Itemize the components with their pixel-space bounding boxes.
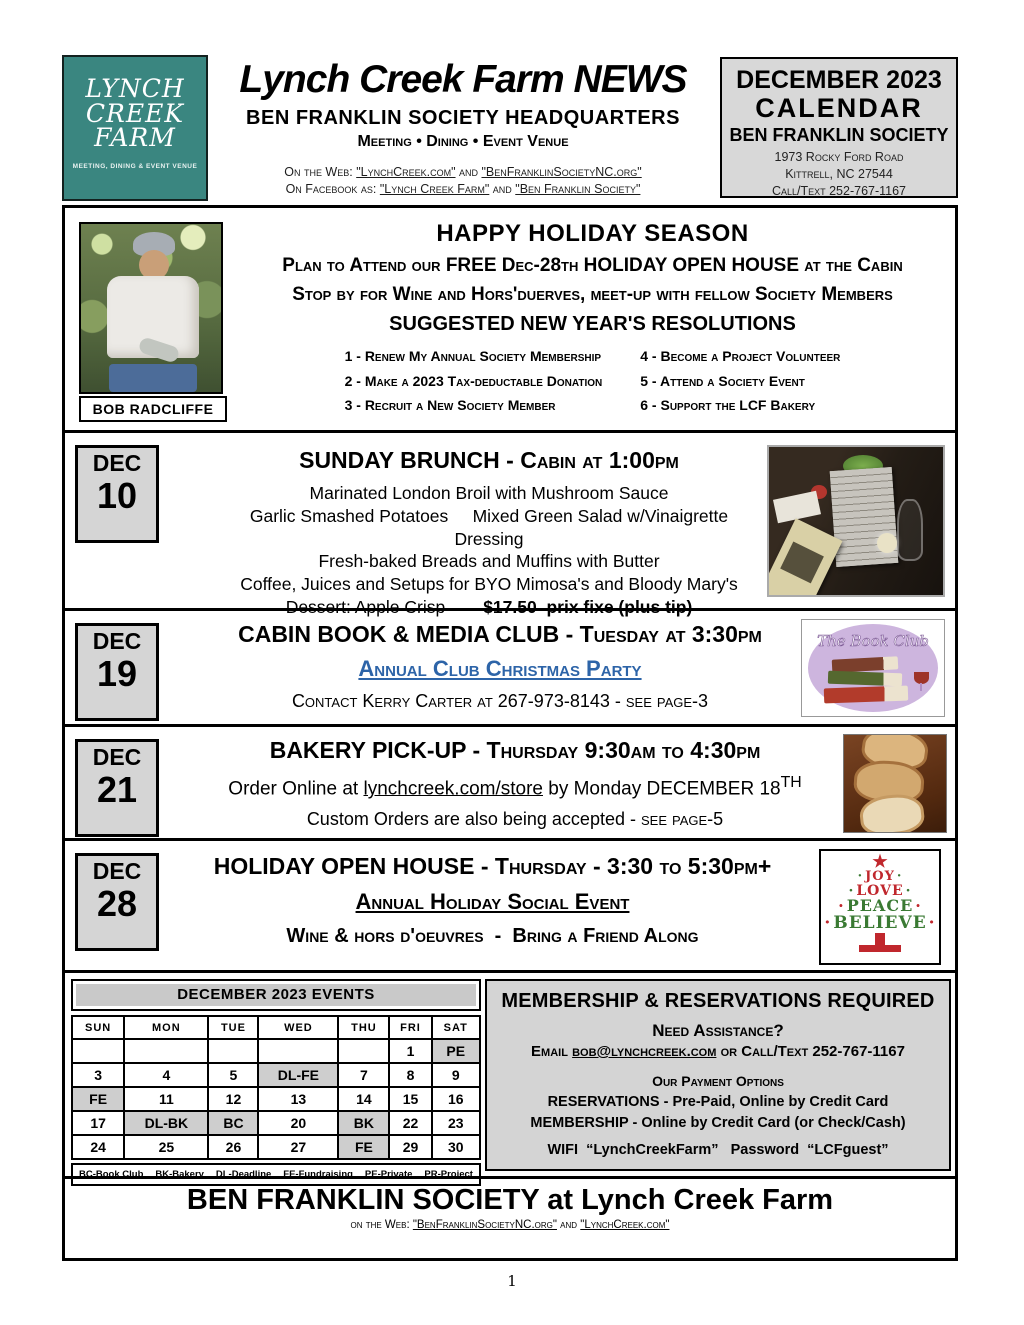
- email-link[interactable]: bob@lynchcreek.com: [572, 1043, 717, 1060]
- legend-fundraising: FE-Fundraising: [283, 1169, 353, 1180]
- calendar-week-row: [72, 1135, 480, 1159]
- day-header-fri: FRI: [389, 1016, 431, 1039]
- price-label: $17.50 prix fixe (plus tip): [483, 596, 693, 617]
- lynch-creek-farm-logo: [62, 55, 208, 201]
- book-club-logo-text: The Book Club: [817, 632, 929, 650]
- day-header-mon: MON: [124, 1016, 208, 1039]
- newsletter-title: Lynch Creek Farm NEWS: [239, 58, 687, 101]
- membership-panel: [485, 979, 951, 1171]
- wine-friend-line: Wine & hors d'oeuvres - Bring a Friend Along: [286, 925, 699, 947]
- date-box-dec-21: [75, 739, 159, 837]
- day-header-sat: SAT: [432, 1016, 481, 1039]
- date-day: 28: [96, 883, 138, 925]
- holiday-title: HAPPY HOLIDAY SEASON: [436, 220, 749, 247]
- bakery-title-main: BAKERY PICK-UP -: [269, 737, 481, 763]
- reservations-payment-line: RESERVATIONS - Pre-Paid, Online by Credit Card: [547, 1094, 889, 1110]
- calendar-cell: 29: [389, 1135, 431, 1159]
- need-assistance-label: Need Assistance?: [652, 1021, 784, 1040]
- tree-word-believe: · BELIEVE ·: [821, 915, 939, 933]
- store-link[interactable]: lynchcreek.com/store: [363, 778, 543, 800]
- tree-trunk-graphic: [875, 933, 885, 945]
- facebook-line: [213, 182, 713, 196]
- newsletter-subtitle: BEN FRANKLIN SOCIETY HEADQUARTERS: [246, 107, 680, 129]
- logo-line-1: LYNCH: [85, 74, 185, 103]
- resolution-2: 2 - Make a 2023 Tax-deductable Donation: [344, 372, 603, 389]
- open-house-title-detail: Thursday - 3:30 to 5:30pm+: [488, 853, 772, 879]
- calendar-cell: 26: [208, 1135, 258, 1159]
- calendar-cell: 30: [432, 1135, 481, 1159]
- open-house-title-main: HOLIDAY OPEN HOUSE -: [213, 853, 489, 879]
- book-club-logo: [801, 619, 945, 717]
- calendar-cell-event: DL-BK: [124, 1111, 208, 1135]
- order-prefix: Order Online at: [228, 778, 364, 800]
- wifi-info-line: WIFI “LynchCreekFarm” Password “LCFguest”: [547, 1142, 889, 1158]
- day-header-sun: SUN: [72, 1016, 124, 1039]
- order-line: [205, 774, 825, 800]
- wine-glass-icon: [914, 672, 929, 684]
- day-header-thu: THU: [338, 1016, 389, 1039]
- holiday-season-section: [65, 208, 955, 430]
- calendar-cell: 16: [432, 1087, 481, 1111]
- footer-web-line: [65, 1219, 955, 1231]
- calendar-cell: [338, 1039, 389, 1063]
- order-deadline: by Monday DECEMBER 18: [542, 778, 781, 800]
- calendar-cell: [258, 1039, 338, 1063]
- day-header-wed: WED: [258, 1016, 338, 1039]
- calendar-cell: 24: [72, 1135, 124, 1159]
- date-day: 19: [96, 653, 138, 695]
- email-prefix: Email: [531, 1043, 573, 1060]
- brunch-menu: [215, 482, 763, 619]
- tree-word-peace: · PEACE ·: [821, 898, 939, 915]
- legend-book-club: BC-Book Club: [79, 1169, 144, 1180]
- bakery-content: [205, 727, 825, 830]
- jeans-graphic: [109, 364, 197, 392]
- content-frame: [62, 205, 958, 1261]
- calendar-title-box: [71, 979, 481, 1011]
- calendar-week-row: [72, 1063, 480, 1087]
- footer-bfs-link[interactable]: "BenFranklinSocietyNC.org": [412, 1219, 557, 1231]
- calendar-week-row: [72, 1039, 480, 1063]
- calendar-cell: [208, 1039, 258, 1063]
- calendar-cell: 7: [338, 1063, 389, 1087]
- date-month: DEC: [92, 744, 142, 770]
- calendar-cell-event: DL-FE: [258, 1063, 338, 1087]
- masthead: [213, 58, 713, 196]
- brunch-title-main: SUNDAY BRUNCH -: [299, 447, 514, 473]
- open-house-title: [185, 853, 800, 880]
- calendar-cell-event: PE: [432, 1039, 481, 1063]
- calendar-cell: 23: [432, 1111, 481, 1135]
- ordinal-suffix: TH: [780, 774, 802, 791]
- calendar-cell: [72, 1039, 124, 1063]
- event-dec-21-section: [65, 724, 955, 838]
- book-club-title: [215, 621, 785, 648]
- legend-private: PE-Private: [364, 1169, 413, 1180]
- calendar-title: DECEMBER 2023 EVENTS: [76, 984, 476, 1006]
- date-box-dec-10: [75, 445, 159, 543]
- page-number: 1: [507, 1272, 517, 1290]
- menu-line-1: Marinated London Broil with Mushroom Sauce: [309, 483, 669, 503]
- calendar-cell: 9: [432, 1063, 481, 1087]
- calendar-cell: 12: [208, 1087, 258, 1111]
- wine-glass-graphic: [897, 499, 923, 561]
- brunch-content: [215, 433, 763, 619]
- footer-title: BEN FRANKLIN SOCIETY at Lynch Creek Farm: [186, 1184, 834, 1216]
- address-phone: Call/Text 252-767-1167: [771, 183, 907, 198]
- see-page-5: see page-5: [640, 809, 724, 830]
- footer-web-mid: and: [556, 1219, 581, 1231]
- benfranklinsociety-link[interactable]: "BenFranklinSocietyNC.org": [481, 165, 642, 179]
- date-month: DEC: [92, 450, 142, 476]
- pamphlet-graphic: [767, 518, 843, 597]
- calendar-cell-event: BC: [208, 1111, 258, 1135]
- bob-radcliffe-photo: [79, 222, 223, 394]
- resolution-3: 3 - Recruit a New Society Member: [344, 397, 556, 413]
- event-dec-19-section: [65, 608, 955, 724]
- calendar-cell-event: FE: [338, 1135, 389, 1159]
- calendar-cell: 4: [124, 1063, 208, 1087]
- logo-wordmark: [64, 74, 206, 152]
- day-header-tue: TUE: [208, 1016, 258, 1039]
- facebook-line-prefix: On Facebook as:: [285, 182, 380, 196]
- facebook-lcf-link[interactable]: "Lynch Creek Farm": [379, 182, 490, 196]
- date-day: 21: [96, 769, 138, 811]
- holiday-content: [240, 208, 945, 418]
- tree-word-love: · LOVE ·: [821, 884, 939, 899]
- open-house-content: [185, 841, 800, 948]
- photo-caption: BOB RADCLIFFE: [79, 396, 227, 422]
- custom-orders-line: [205, 809, 825, 830]
- book-club-title-detail: Tuesday at 3:30pm: [573, 621, 762, 647]
- resolutions-list: [240, 344, 945, 418]
- calendar-month-year: DECEMBER 2023: [736, 66, 942, 94]
- menu-line-4: Coffee, Juices and Setups for BYO Mimosa's and Bloody Mary's: [240, 574, 738, 594]
- logo-tagline: MEETING, DINING & EVENT VENUE: [72, 162, 198, 170]
- calendar-cell: 3: [72, 1063, 124, 1087]
- brunch-title: [215, 447, 763, 474]
- event-dec-10-section: [65, 430, 955, 617]
- facebook-line-mid: and: [489, 182, 516, 196]
- event-dec-28-section: [65, 838, 955, 970]
- social-event-line: Annual Holiday Social Event: [355, 889, 630, 914]
- calendar-cell: 11: [124, 1087, 208, 1111]
- assistance-contact-line: [487, 1043, 949, 1060]
- address-street: 1973 Rocky Ford Road: [774, 150, 904, 164]
- resolution-6: 6 - Support the LCF Bakery: [640, 397, 816, 413]
- web-line: [213, 165, 713, 179]
- book-graphic-red: [824, 686, 908, 704]
- calendar-cell: 17: [72, 1111, 124, 1135]
- calendar-header-box: [720, 57, 958, 198]
- email-mid: or Call/Text: [716, 1043, 813, 1060]
- calendar-cell: 13: [258, 1087, 338, 1111]
- society-address: [722, 149, 956, 200]
- calendar-cell: 20: [258, 1111, 338, 1135]
- society-name: BEN FRANKLIN SOCIETY: [729, 125, 949, 145]
- payment-options-title: Our Payment Options: [652, 1073, 784, 1089]
- phone-number: 252-767-1167: [812, 1043, 905, 1060]
- footer-lcf-link[interactable]: "LynchCreek.com": [580, 1219, 670, 1231]
- footer-web-prefix: on the Web:: [350, 1219, 413, 1231]
- calendar-day-header-row: [72, 1016, 480, 1039]
- events-calendar: [71, 979, 481, 1186]
- logo-line-2: CREEK: [85, 98, 185, 128]
- calendar-cell: 8: [389, 1063, 431, 1087]
- custom-orders-text: Custom Orders are also being accepted -: [306, 809, 641, 830]
- calendar-cell: 15: [389, 1087, 431, 1111]
- resolutions-right-column: [640, 344, 840, 418]
- date-box-dec-28: [75, 853, 159, 951]
- web-line-prefix: On the Web:: [284, 165, 357, 179]
- logo-line-3: FARM: [94, 123, 176, 152]
- date-box-dec-19: [75, 623, 159, 721]
- holiday-tree-graphic: [819, 849, 941, 965]
- tree-base-graphic: [859, 945, 901, 952]
- calendar-cell: 22: [389, 1111, 431, 1135]
- menu-line-2: Garlic Smashed Potatoes Mixed Green Salad w/Vinaigrette Dressing: [249, 505, 733, 549]
- dessert-label: Dessert: Apple Crisp: [285, 596, 446, 617]
- membership-title: MEMBERSHIP & RESERVATIONS REQUIRED: [501, 990, 935, 1012]
- web-line-mid: and: [455, 165, 482, 179]
- resolution-1: 1 - Renew My Annual Society Membership: [344, 348, 602, 364]
- footer-section: [65, 1176, 955, 1238]
- membership-payment-line: MEMBERSHIP - Online by Credit Card (or Check/Cash): [530, 1115, 906, 1131]
- christmas-party-link[interactable]: Annual Club Christmas Party: [358, 656, 642, 681]
- calendar-membership-section: [65, 970, 955, 1180]
- legend-project: PR-Project: [424, 1169, 473, 1180]
- tree-word-joy: · JOY ·: [821, 870, 939, 884]
- calendar-cell: 1: [389, 1039, 431, 1063]
- calendar-label: CALENDAR: [755, 93, 923, 123]
- calendar-cell: 25: [124, 1135, 208, 1159]
- calendar-cell-event: FE: [72, 1087, 124, 1111]
- candle-graphic: [877, 533, 897, 553]
- brunch-title-detail: Cabin at 1:00pm: [513, 447, 679, 473]
- calendar-cell: 27: [258, 1135, 338, 1159]
- book-graphic-green: [828, 671, 902, 687]
- address-city: Kittrell, NC 27544: [785, 166, 893, 181]
- bread-photo: [843, 734, 947, 833]
- calendar-week-row: [72, 1087, 480, 1111]
- resolution-4: 4 - Become a Project Volunteer: [640, 348, 841, 364]
- bakery-title-detail: Thursday 9:30am to 4:30pm: [480, 737, 761, 763]
- legend-bakery: BK-Bakery: [155, 1169, 204, 1180]
- brunch-table-photo: [767, 445, 945, 597]
- calendar-week-row: [72, 1111, 480, 1135]
- holiday-line-1: Plan to Attend our FREE Dec-28th HOLIDAY OPEN HOUSE at the Cabin: [282, 255, 903, 276]
- calendar-cell: [124, 1039, 208, 1063]
- date-month: DEC: [92, 628, 142, 654]
- resolutions-left-column: [345, 344, 603, 418]
- book-club-content: [215, 611, 785, 712]
- date-month: DEC: [92, 858, 142, 884]
- holiday-line-2: Stop by for Wine and Hors'duerves, meet-up with fellow Society Members: [292, 284, 893, 305]
- calendar-grid: [71, 1015, 481, 1160]
- resolutions-title: SUGGESTED NEW YEAR'S RESOLUTIONS: [389, 313, 796, 335]
- lynchcreek-com-link[interactable]: "LynchCreek.com": [356, 165, 456, 179]
- facebook-bfs-link[interactable]: "Ben Franklin Society": [515, 182, 641, 196]
- menu-line-3: Fresh-baked Breads and Muffins with Butter: [318, 551, 660, 572]
- venue-line: Meeting • Dining • Event Venue: [357, 133, 569, 150]
- calendar-cell-event: BK: [338, 1111, 389, 1135]
- calendar-cell: 14: [338, 1087, 389, 1111]
- book-club-contact: Contact Kerry Carter at 267-973-8143 - see page-3: [291, 691, 709, 711]
- book-club-title-main: CABIN BOOK & MEDIA CLUB -: [238, 621, 574, 647]
- bakery-title: [205, 737, 825, 764]
- date-day: 10: [96, 475, 138, 517]
- star-icon: ★: [872, 852, 888, 871]
- resolution-5: 5 - Attend a Society Event: [640, 372, 805, 389]
- calendar-cell: 5: [208, 1063, 258, 1087]
- legend-deadline: DL-Deadline: [215, 1169, 272, 1180]
